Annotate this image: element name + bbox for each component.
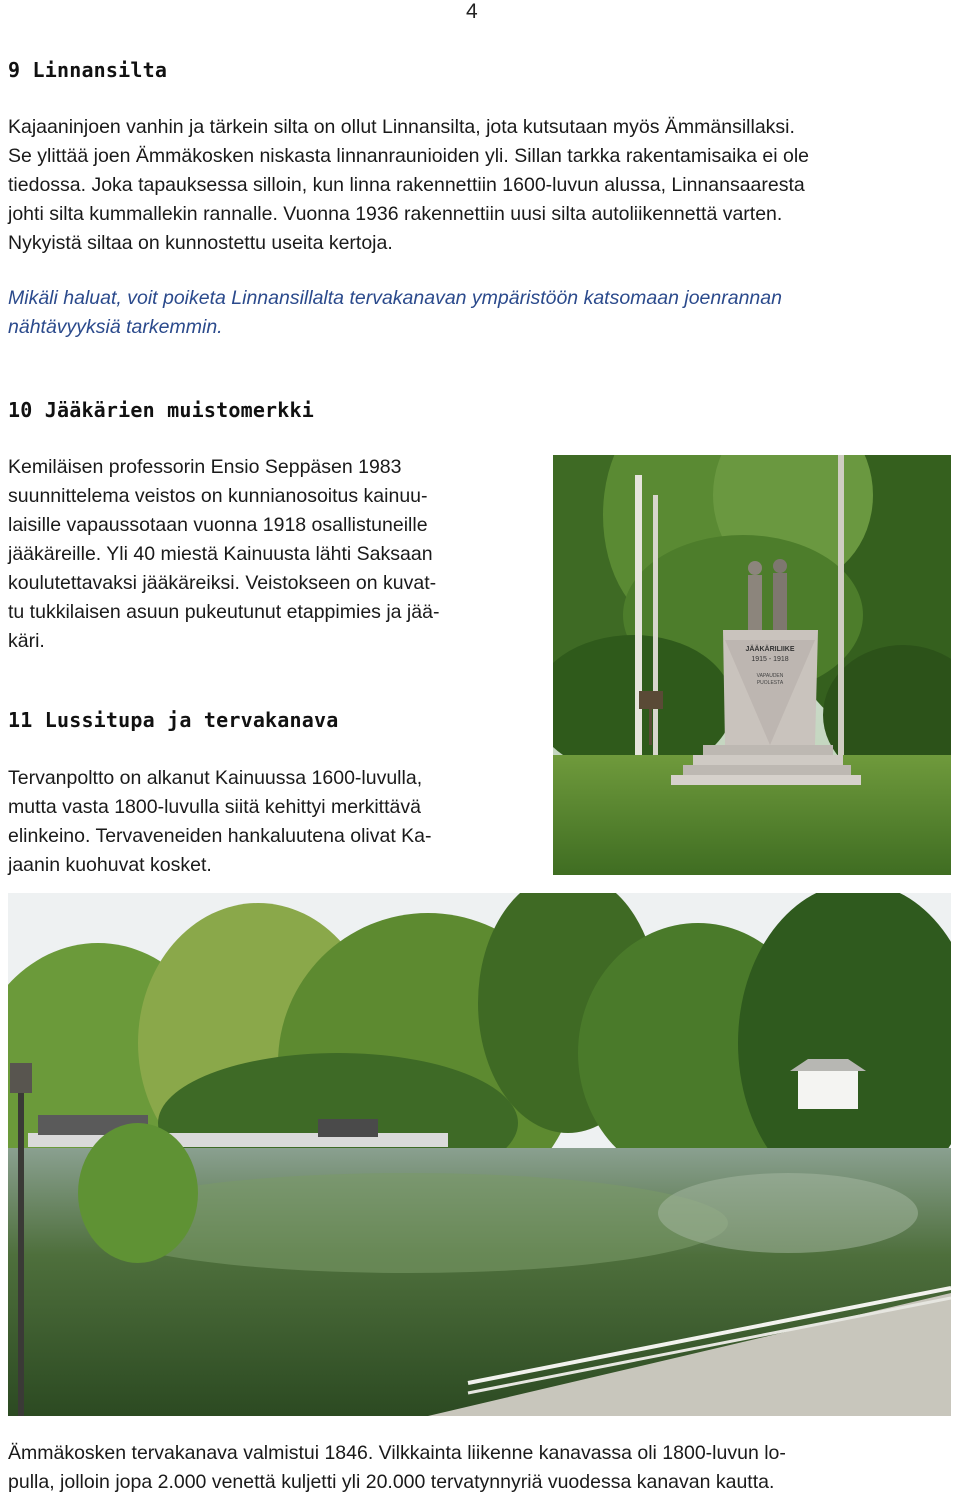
text-line: mutta vasta 1800-luvulla siitä kehittyi merkittävä xyxy=(8,796,421,818)
note-line: Mikäli haluat, voit poiketa Linnansillalta tervakanavan ympäristöön katsomaan joenrannan xyxy=(8,287,782,309)
canal-photo xyxy=(8,893,951,1416)
text-line: suunnittelema veistos on kunnianosoitus kainuu- xyxy=(8,485,428,507)
monument-photo xyxy=(553,455,951,875)
section-heading-lussitupa-ja-tervakanava: 11 Lussitupa ja tervakanava xyxy=(8,708,339,732)
text-line: johti silta kummallekin rannalle. Vuonna 1936 rakennettiin uusi silta autoliikennettä varten. xyxy=(8,203,783,225)
text-line: tiedossa. Joka tapauksessa silloin, kun linna rakennettiin 1600-luvun alussa, Linnansaaresta xyxy=(8,174,805,196)
text-line: jaanin kuohuvat kosket. xyxy=(8,854,212,876)
section-heading-linnansilta: 9 Linnansilta xyxy=(8,58,168,82)
canal-photo-caption xyxy=(8,1439,953,1497)
text-line: tu tukkilaisen asuun pukeutunut etappimies ja jää- xyxy=(8,601,440,623)
text-line: käri. xyxy=(8,630,45,652)
monument-inscription-years: 1915 - 1918 xyxy=(751,656,789,663)
text-line: Kajaaninjoen vanhin ja tärkein silta on ollut Linnansilta, jota kutsutaan myös Ämmänsillaksi. xyxy=(8,116,795,138)
note-line: nähtävyyksiä tarkemmin. xyxy=(8,316,223,338)
text-line: Se ylittää joen Ämmäkosken niskasta linnanraunioiden yli. Sillan tarkka rakentamisaika ei ole xyxy=(8,145,809,167)
text-line: elinkeino. Tervaveneiden hankaluutena olivat Ka- xyxy=(8,825,432,847)
monument-inscription-title: JÄÄKÄRILIIKE xyxy=(745,646,795,653)
page-number: 4 xyxy=(466,0,478,23)
text-line: laisille vapaussotaan vuonna 1918 osallistuneille xyxy=(8,514,428,536)
caption-line: Ämmäkosken tervakanava valmistui 1846. Vilkkainta liikenne kanavassa oli 1800-luvun lo- xyxy=(8,1442,786,1464)
text-line: Tervanpoltto on alkanut Kainuussa 1600-luvulla, xyxy=(8,767,423,789)
section-heading-jaakarien-muistomerkki: 10 Jääkärien muistomerkki xyxy=(8,398,315,422)
text-line: koulutettavaksi jääkäreiksi. Veistokseen on kuvat- xyxy=(8,572,437,594)
linnansilta-tip xyxy=(8,284,958,342)
monument-plaque-line2: PUOLESTA xyxy=(756,680,784,686)
text-line: Nykyistä siltaa on kunnostettu useita kertoja. xyxy=(8,232,393,254)
caption-line: pulla, jolloin jopa 2.000 venettä kuljetti yli 20.000 tervatynnyriä vuodessa kanavan kautta. xyxy=(8,1471,775,1493)
section-body-lussitupa-ja-tervakanava xyxy=(8,764,538,880)
section-body-linnansilta xyxy=(8,113,958,258)
text-line: jääkäreille. Yli 40 miestä Kainuusta lähti Saksaan xyxy=(8,543,433,565)
section-body-jaakarien-muistomerkki xyxy=(8,453,538,656)
text-line: Kemiläisen professorin Ensio Seppäsen 1983 xyxy=(8,456,402,478)
monument-plaque-line1: VAPAUDEN xyxy=(756,673,784,679)
